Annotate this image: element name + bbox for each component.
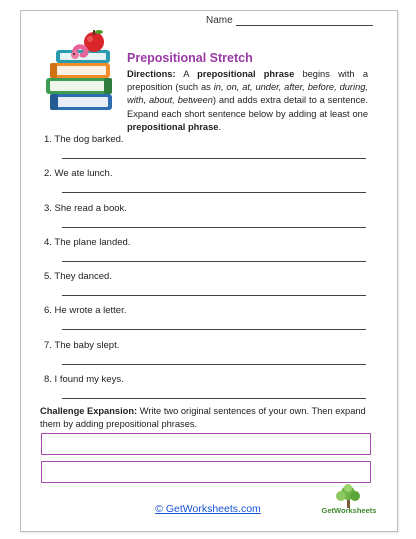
tree-icon (318, 484, 380, 508)
list-item (42, 271, 368, 305)
list-item (42, 305, 368, 339)
answer-line[interactable] (62, 261, 366, 262)
name-label: Name (206, 15, 233, 26)
term-prepositional-phrase: prepositional phrase (127, 121, 219, 132)
list-item (42, 203, 368, 237)
directions-part: ) and adds extra detail to a sentence. Expand each short sentence below by adding at least one (127, 95, 368, 119)
sentence-prompt: 3. She read a book. (44, 202, 127, 214)
getworksheets-link[interactable]: © GetWorksheets.com (155, 503, 261, 515)
sentence-prompt: 1. The dog barked. (44, 134, 124, 145)
worksheet-title: Prepositional Stretch (127, 51, 253, 65)
sentence-prompt: 4. The plane landed. (44, 236, 131, 248)
list-item (42, 134, 368, 168)
sentence-prompt: 5. They danced. (44, 271, 112, 283)
answer-line[interactable] (62, 227, 366, 228)
directions-part: A (175, 69, 198, 79)
sentence-prompt: 8. I found my keys. (44, 374, 124, 386)
challenge-answer-box-2[interactable] (41, 461, 371, 483)
directions-text (127, 68, 368, 134)
sentence-prompt: 2. We ate lunch. (44, 168, 113, 180)
answer-line[interactable] (62, 158, 366, 159)
directions-label: Directions: (127, 69, 176, 79)
answer-line[interactable] (62, 364, 366, 365)
sentence-prompt: 6. He wrote a letter. (44, 305, 127, 317)
name-field (206, 15, 373, 26)
challenge-instructions: Write two original sentences of your own. Then expand them by adding prepositional phrases. (40, 406, 366, 429)
list-item (42, 237, 368, 271)
directions-part: . (218, 121, 222, 132)
answer-line[interactable] (62, 295, 366, 296)
list-item (42, 374, 368, 408)
logo-text: GetWorksheets (321, 506, 377, 515)
directions-part: begins with a preposition (such as (127, 69, 368, 93)
sentence-list (42, 134, 368, 408)
getworksheets-logo (318, 484, 380, 522)
challenge-label: Challenge Expansion: (40, 406, 138, 416)
challenge-text (40, 405, 370, 431)
list-item (42, 168, 368, 202)
books-apple-worm-icon (42, 30, 128, 116)
term-prepositional-phrase: prepositional phrase (197, 69, 295, 79)
sentence-prompt: 7. The baby slept. (44, 339, 120, 351)
challenge-answer-box-1[interactable] (41, 433, 371, 455)
name-line[interactable] (236, 16, 373, 26)
answer-line[interactable] (62, 398, 366, 399)
answer-line[interactable] (62, 192, 366, 193)
list-item (42, 340, 368, 374)
answer-line[interactable] (62, 329, 366, 330)
preposition-examples: in, on, at, under, after, before, during, with, about, between (127, 82, 368, 106)
